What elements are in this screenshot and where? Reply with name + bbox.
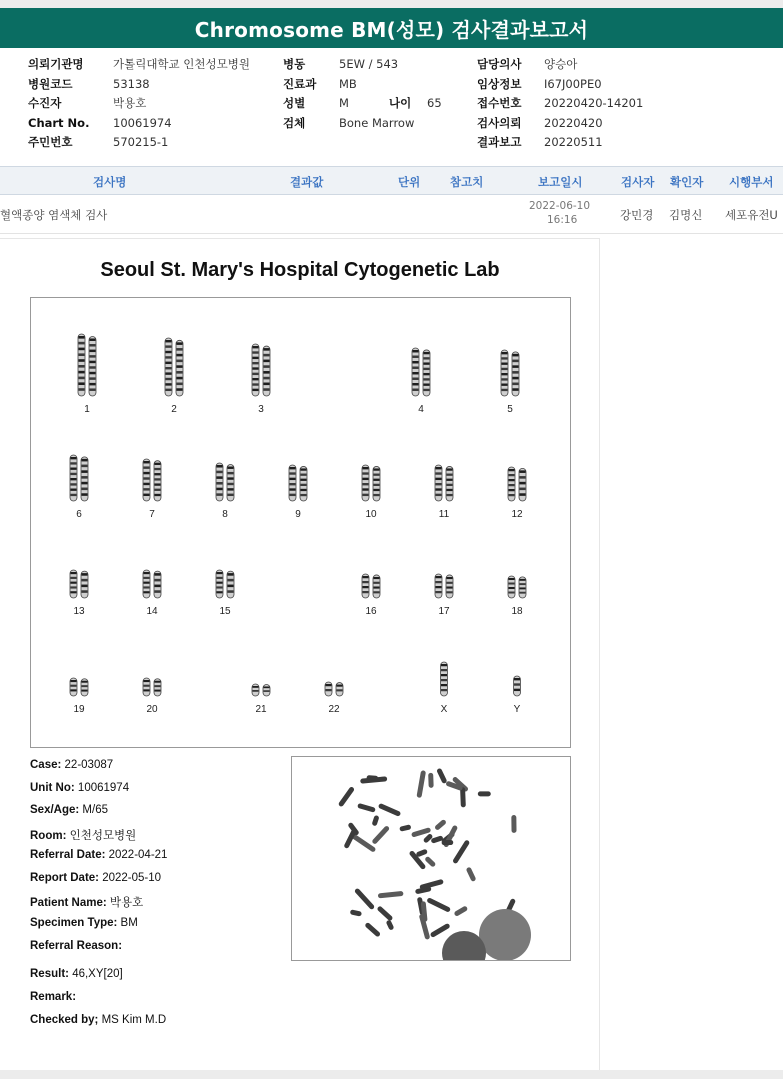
chromosome-label: 12: [511, 509, 523, 520]
age-label: 나이: [389, 96, 412, 110]
info-label: 결과보고: [477, 135, 522, 149]
info-value: 양승아: [544, 57, 578, 71]
metaphase-chromosome: [338, 786, 355, 807]
field-label: Case:: [30, 759, 62, 771]
col-header-unit[interactable]: 단위: [398, 175, 421, 189]
field-value: 2022-05-10: [102, 871, 162, 884]
metaphase-chromosome: [436, 768, 447, 784]
chromosome-9-a: [289, 465, 296, 501]
field-label: Room:: [30, 829, 67, 842]
metaphase-chromosome: [357, 803, 376, 813]
info-label: Chart No.: [28, 115, 90, 130]
metaphase-chromosome: [428, 773, 434, 788]
chromosome-label: 8: [222, 509, 228, 520]
metaphase-chromosome: [371, 825, 390, 845]
field-value: 2022-04-21: [108, 849, 168, 861]
info-column-1: [28, 55, 250, 153]
metaphase-chromosome: [351, 833, 376, 852]
chromosome-4-b: [423, 350, 430, 396]
chromosome-label: 14: [146, 606, 158, 617]
report-time-cell: 16:16: [547, 214, 578, 226]
tester-cell: 강민경: [620, 208, 654, 222]
chromosome-22-b: [336, 683, 343, 696]
interphase-nucleus: [479, 909, 531, 960]
info-label: 병동: [283, 57, 306, 71]
chromosome-label: 3: [258, 404, 264, 415]
info-value: 박용호: [113, 96, 147, 110]
chromosome-18-b: [519, 577, 526, 598]
chromosome-8-a: [216, 463, 223, 501]
col-header-checker[interactable]: 확인자: [670, 175, 704, 189]
chromosome-label: 22: [328, 704, 340, 715]
metaphase-chromosome: [434, 819, 447, 831]
chromosome-label: 9: [295, 509, 301, 520]
bottom-border: [0, 1070, 783, 1079]
metaphase-chromosome: [430, 923, 451, 938]
col-header-report-date[interactable]: 보고일시: [538, 175, 583, 189]
chromosome-12-a: [508, 467, 515, 501]
field-value: MS Kim M.D: [101, 1014, 167, 1026]
chromosome-19-b: [81, 679, 88, 696]
info-value: Bone Marrow: [339, 115, 415, 130]
col-header-tester[interactable]: 검사자: [621, 175, 655, 189]
info-value: 20220420: [544, 115, 603, 130]
chromosome-21-a: [252, 684, 259, 696]
info-value: 5EW / 543: [339, 57, 399, 71]
metaphase-chromosome: [378, 891, 404, 899]
chromosome-6-a: [70, 455, 77, 501]
metaphase-chromosome: [354, 888, 375, 911]
field-label: Referral Date:: [30, 849, 106, 861]
chromosome-5-a: [501, 350, 508, 396]
chromosome-label: 15: [219, 606, 231, 617]
chromosome-label: 10: [365, 509, 377, 520]
chromosome-label: 4: [418, 404, 424, 415]
age-value: 65: [427, 96, 442, 110]
chromosome-12-b: [519, 468, 526, 501]
metaphase-chromosome: [419, 914, 431, 940]
metaphase-chromosome: [366, 775, 378, 781]
chromosome-6-b: [81, 457, 88, 501]
info-column-2: [283, 55, 442, 133]
page-title: Chromosome BM(성모) 검사결과보고서: [194, 17, 589, 42]
karyogram-image: [30, 297, 571, 748]
report-date-cell: 2022-06-10: [529, 200, 591, 212]
field-value: M/65: [82, 804, 108, 816]
metaphase-chromosome: [478, 791, 491, 796]
info-label: 임상정보: [477, 76, 522, 91]
chromosome-Y: [514, 676, 521, 696]
lab-title: Seoul St. Mary's Hospital Cytogenetic Lab: [100, 259, 500, 281]
chromosome-label: 21: [255, 704, 267, 715]
chromosome-label: Y: [513, 704, 521, 715]
info-value: M: [339, 96, 349, 110]
chromosome-10-a: [362, 465, 369, 501]
metaphase-spread-image: [291, 756, 571, 961]
chromosome-label: 2: [171, 404, 177, 415]
chromosome-15-b: [227, 571, 234, 598]
metaphase-chromosome: [442, 840, 454, 845]
info-value: 20220420-14201: [544, 96, 644, 110]
checker-cell: 김명신: [669, 208, 703, 222]
info-label: 진료과: [283, 76, 317, 91]
metaphase-chromosome: [386, 919, 395, 930]
info-label: 병원코드: [28, 76, 73, 91]
info-value: 가톨릭대학교 인천성모병원: [113, 57, 250, 71]
field-value: 46,XY[20]: [72, 968, 123, 980]
chromosome-13-a: [70, 570, 77, 598]
metaphase-chromosome: [426, 897, 451, 913]
chromosome-label: 13: [73, 606, 85, 617]
chromosome-2-a: [165, 338, 172, 396]
chromosome-label: X: [440, 704, 448, 715]
col-header-test-name[interactable]: 검사명: [93, 175, 127, 189]
info-label: 주민번호: [28, 135, 73, 149]
chromosome-label: 7: [149, 509, 155, 520]
info-label: 수진자: [28, 96, 62, 110]
field-label: Specimen Type:: [30, 917, 118, 929]
metaphase-chromosome: [452, 839, 470, 864]
report-title-bar: [0, 8, 783, 48]
chromosome-1-a: [78, 334, 85, 396]
table-row[interactable]: [0, 196, 783, 234]
chromosome-18-a: [508, 576, 515, 598]
info-label: 검체: [283, 115, 306, 130]
result-table-header: [0, 166, 783, 195]
chromosome-2-b: [176, 340, 183, 396]
karyogram-canvas: [31, 298, 572, 749]
chromosome-5-b: [512, 352, 519, 396]
chromosome-label: 19: [73, 704, 85, 715]
chromosome-8-b: [227, 465, 234, 501]
chromosome-label: 16: [365, 606, 377, 617]
test-name-cell: 혈액종양 염색체 검사: [0, 208, 108, 222]
chromosome-14-a: [143, 570, 150, 598]
field-label: Patient Name:: [30, 897, 107, 909]
chromosome-10-b: [373, 466, 380, 501]
karyotype-report: [0, 238, 600, 1070]
info-value: 570215-1: [113, 135, 169, 149]
field-label: Result:: [30, 968, 69, 980]
info-value: 20220511: [544, 135, 603, 149]
chromosome-15-a: [216, 570, 223, 598]
col-header-department[interactable]: 시행부서: [729, 175, 774, 189]
chromosome-14-b: [154, 571, 161, 598]
metaphase-chromosome: [350, 909, 362, 916]
chromosome-1-b: [89, 336, 96, 396]
chromosome-label: 1: [84, 404, 90, 415]
chromosome-17-a: [435, 574, 442, 598]
chromosome-4-a: [412, 348, 419, 396]
chromosome-13-b: [81, 571, 88, 598]
field-value: 인천성모병원: [69, 829, 137, 842]
info-value: 10061974: [113, 115, 172, 130]
metaphase-chromosome: [424, 856, 436, 868]
metaphase-canvas: [292, 757, 570, 960]
chromosome-20-b: [154, 679, 161, 696]
metaphase-chromosome: [376, 905, 393, 921]
field-label: Checked by;: [30, 1014, 99, 1026]
chromosome-16-a: [362, 574, 369, 598]
metaphase-chromosome: [419, 879, 444, 890]
chromosome-21-b: [263, 684, 270, 696]
metaphase-chromosome: [399, 824, 411, 831]
info-value: I67J00PE0: [544, 76, 602, 91]
info-value: 53138: [113, 76, 150, 91]
chromosome-11-b: [446, 466, 453, 501]
metaphase-chromosome: [416, 770, 426, 798]
chromosome-label: 20: [146, 704, 158, 715]
chromosome-16-b: [373, 575, 380, 598]
chromosome-22-a: [325, 682, 332, 696]
field-label: Sex/Age:: [30, 804, 80, 816]
info-label: 접수번호: [477, 96, 522, 110]
chromosome-20-a: [143, 678, 150, 696]
metaphase-chromosome: [466, 867, 477, 883]
info-column-3: [477, 55, 643, 153]
field-value: BM: [120, 917, 138, 929]
chromosome-label: 11: [438, 509, 450, 520]
metaphase-chromosome: [511, 815, 516, 833]
metaphase-chromosome: [453, 905, 468, 916]
info-label: 검사의뢰: [477, 115, 522, 130]
chromosome-9-b: [300, 466, 307, 501]
chromosome-3-a: [252, 344, 259, 396]
chromosome-label: 17: [438, 606, 450, 617]
department-cell: 세포유전U: [725, 208, 778, 222]
col-header-result[interactable]: 결과값: [290, 175, 324, 189]
field-label: Remark:: [30, 991, 77, 1003]
chromosome-label: 6: [76, 509, 82, 520]
info-label: 성별: [283, 96, 306, 110]
chromosome-label: 5: [507, 404, 513, 415]
field-value: 10061974: [77, 781, 130, 794]
chromosome-3-b: [263, 346, 270, 396]
field-label: Report Date:: [30, 871, 100, 884]
metaphase-chromosome: [372, 815, 380, 827]
field-label: Unit No:: [30, 781, 75, 794]
info-label: 담당의사: [477, 57, 522, 71]
chromosome-7-b: [154, 461, 161, 501]
field-label: Referral Reason:: [30, 940, 123, 952]
chromosome-7-a: [143, 459, 150, 501]
metaphase-chromosome: [364, 922, 381, 938]
top-border: [0, 0, 783, 8]
chromosome-X: [441, 662, 448, 696]
chromosome-17-b: [446, 575, 453, 598]
chromosome-label: 18: [511, 606, 523, 617]
info-value: MB: [339, 76, 357, 91]
field-value: 박용호: [109, 897, 144, 909]
info-label: 의뢰기관명: [28, 57, 84, 71]
chromosome-19-a: [70, 678, 77, 696]
field-value: 22-03087: [64, 759, 114, 771]
metaphase-chromosome: [378, 803, 401, 817]
chromosome-11-a: [435, 465, 442, 501]
col-header-reference[interactable]: 참고치: [450, 175, 484, 189]
